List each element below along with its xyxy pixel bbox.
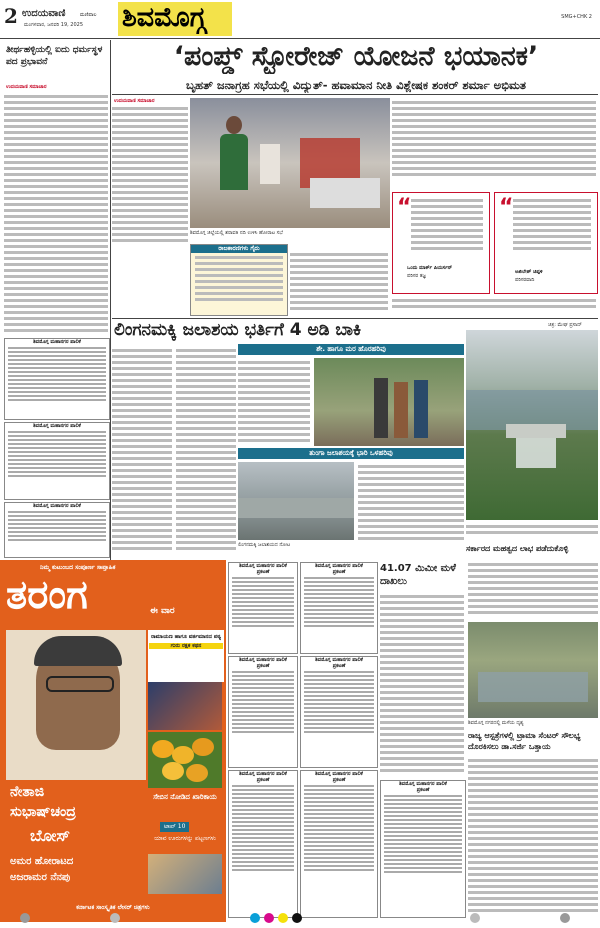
rain-photo-caption: ಶಿವಮೊಗ್ಗ ನಗರದಲ್ಲಿ ಮಳೆಯ ದೃಶ್ಯ (468, 720, 524, 726)
notice-1-label: ಪ್ರಕಟಣೆ (256, 569, 270, 575)
lead-body-col3 (290, 250, 388, 314)
taranga-teaser3: ಯಾವ ಊರುಗಳನ್ನು ಪಟ್ಟಣಗಳು (154, 835, 216, 842)
lead-body-col4 (392, 296, 596, 316)
notice-5 (228, 770, 298, 918)
right-lower-story2-headline: ರಾಜ್ಯ ಆಸ್ಪತ್ರೆಗಳಲ್ಲಿ ಟ್ರಾಮಾ ಸೆಂಟರ್‌ ಸೌಲಭ್ಯ ದೊರಕಿಸಲು ಡಾ.ಸರ್ಜಿ ಒತ್ತಾಯ (468, 731, 581, 751)
notice-3 (228, 656, 298, 768)
second-sub-bar: ಶೇ. ಹಾಗೂ ಮರ ಹೊರಹರಿವು (238, 344, 464, 355)
notice-1 (228, 562, 298, 654)
lead-subhead: ಬೃಹತ್‌ ಜನಾಗ್ರಹ ಸಭೆಯಲ್ಲಿ ವಿದ್ಯುತ್‌- ಹವಾಮಾನ ನೀತಿ ವಿಶ್ಲೇಷಕ ಶಂಕರ್‌ ಶರ್ಮಾ ಅಭಿಮತ (186, 78, 526, 92)
quote-box (190, 244, 288, 316)
left-notice-3-title: ಶಿವಮೊಗ್ಗ ಮಹಾನಗರ ಪಾಲಿಕೆ (33, 503, 81, 509)
registration-mark (110, 913, 120, 923)
cover-name-1: ನೇತಾಜಿ (10, 784, 45, 800)
pullquote-1: “ ಒಂದು ಮಾರ್ಕ್ ಪಿಯರ್ಸನ್ ಪರಿಸರ ತಜ್ಞ (392, 192, 490, 294)
rain-photo (468, 622, 598, 718)
lead-body-col1 (112, 104, 188, 244)
cover-name-2: ಸುಭಾಷ್‌ಚಂದ್ರ (10, 804, 76, 820)
lead-photo-caption: ಶಿವಮೊಗ್ಗ ಜಿಲ್ಲೆಯಲ್ಲಿ ಶರಾವತಿ ನದಿ ಉಳಿಸಿ ಹೋರಾಟ ಸಭೆ (190, 230, 283, 236)
pullquote-2-author: ಅಖಿಲೇಶ್ ಚಿಪ್ಪಳಿ (515, 269, 543, 275)
dam-photo (466, 330, 598, 520)
edition-code: SMG+CHK 2 (561, 14, 592, 20)
left-story-body (4, 92, 108, 332)
second-body-col2 (176, 346, 236, 556)
flood-photo-caption: ಲಿಂಗನಮಕ್ಕಿ ಜಲಾಶಯದ ನೋಟ (238, 542, 291, 548)
notice-7 (380, 780, 466, 918)
pullquote-1-role: ಪರಿಸರ ತಜ್ಞ (407, 273, 426, 279)
notice-2 (300, 562, 378, 654)
rain-body (380, 592, 464, 776)
right-lower-headline: ಸರ್ಕಾರದ ಮಹತ್ವದ ಲಾಭ ಪಡೆದುಕೊಳ್ಳಿ (466, 544, 569, 553)
left-notice-1 (4, 338, 110, 420)
lead-dateline: ಉದಯವಾಣಿ ಸಮಾಚಾರ (114, 98, 155, 104)
people-photo (314, 358, 464, 446)
brand-name: ಉದಯವಾಣಿ (22, 8, 66, 19)
pullquote-1-author: ಒಂದು ಮಾರ್ಕ್ ಪಿಯರ್ಸನ್ (407, 265, 453, 271)
notice-4 (300, 656, 378, 768)
notice-7-label: ಪ್ರಕಟಣೆ (416, 787, 430, 793)
notice-6-label: ಪ್ರಕಟಣೆ (332, 777, 346, 783)
notice-4-label: ಪ್ರಕಟಣೆ (332, 663, 346, 669)
city-title: ಶಿವಮೊಗ್ಗ (122, 2, 206, 33)
registration-mark (560, 913, 570, 923)
pullquote-2-role: ಪರಿಸರವಾದಿ (515, 277, 535, 283)
teaser3-photo (148, 854, 222, 894)
lead-photo (190, 98, 390, 228)
notice-1-title: ಶಿವಮೊಗ್ಗ ಮಹಾನಗರ ಪಾಲಿಕೆ (239, 563, 287, 569)
registration-mark-magenta (264, 913, 274, 923)
notice-3-title: ಶಿವಮೊಗ್ಗ ಮಹಾನಗರ ಪಾಲಿಕೆ (239, 657, 287, 663)
notice-5-label: ಪ್ರಕಟಣೆ (256, 777, 270, 783)
taranga-title: ತರಂಗ (6, 572, 88, 618)
registration-mark-cyan (250, 913, 260, 923)
taranga-teaser1-title: ರಾಮಾಯಣ ಹಾಗೂ ವರ್ತಮಾನದ ಪಠ್ಯ (150, 634, 222, 640)
notice-2-label: ಪ್ರಕಟಣೆ (332, 569, 346, 575)
registration-mark (470, 913, 480, 923)
cover-line-1: ಅಮರ ಹೋರಾಟದ (10, 856, 74, 867)
second-body-col1 (112, 346, 172, 556)
mango-photo (148, 732, 222, 788)
registration-mark-black (292, 913, 302, 923)
right-lower-story2-body (468, 756, 598, 916)
registration-mark (20, 913, 30, 923)
pullquote-2: “ ಅಖಿಲೇಶ್ ಚಿಪ್ಪಳಿ ಪರಿಸರವಾದಿ (494, 192, 598, 294)
second-side-bar: ತುಂಗಾ ಜಲಾಶಯಕ್ಕೆ ಭಾರಿ ಒಳಹರಿವು (238, 448, 464, 459)
left-notice-1-title: ಶಿವಮೊಗ್ಗ ಮಹಾನಗರ ಪಾಲಿಕೆ (33, 339, 81, 345)
flood-photo (238, 462, 354, 540)
issue-date: ಮಂಗಳವಾರ, ಜನವರಿ 19, 2025 (24, 22, 84, 28)
rain-headline: 41.07 ಮಿಮೀ ಮಳೆ ದಾಖಲು (380, 563, 456, 587)
registration-mark-yellow (278, 913, 288, 923)
left-story-dateline: ಉದಯವಾಣಿ ಸಮಾಚಾರ (6, 84, 47, 90)
taranga-teaser3-label: ಟಾಪ್ 10 (160, 822, 189, 832)
second-body-col4 (358, 462, 464, 542)
notice-7-title: ಶಿವಮೊಗ್ಗ ಮಹಾನಗರ ಪಾಲಿಕೆ (399, 781, 447, 787)
second-photo-credit: ಚಿತ್ರ: ಮೇಘ ಪ್ರಸಾದ್ (548, 322, 582, 328)
cover-line-2: ಅಜರಾಮರ ನೆನಪು (10, 872, 71, 883)
left-notice-2-title: ಶಿವಮೊಗ್ಗ ಮಹಾನಗರ ಪಾಲಿಕೆ (33, 423, 81, 429)
taranga-footer: ಕರ್ನಾಟಕ ಸಾಂಸ್ಕೃತಿಕ ಲೇಸರ್ ಚಿತ್ರಗಳು (76, 904, 150, 911)
left-notice-2 (4, 422, 110, 500)
notice-5-title: ಶಿವಮೊಗ್ಗ ಮಹಾನಗರ ಪಾಲಿಕೆ (239, 771, 287, 777)
cover-portrait (6, 630, 146, 780)
teaser1-photo (148, 682, 222, 730)
dam-caption (466, 522, 598, 542)
left-story-headline: ತೀರ್ಥಹಳ್ಳಿಯಲ್ಲಿ ಐದು ಧರ್ಮಸ್ಥಳ ಪದ ಪ್ರಭಾವನೆ (6, 45, 103, 67)
taranga-tagline: ನಿಮ್ಮ ಕುಟುಂಬದ ಸಂಪೂರ್ಣ ಸಾಪ್ತಾಹಿಕ (40, 564, 116, 571)
lead-headline: ‘ಪಂಪ್ಡ್‌ ಸ್ಟೋರೇಜ್‌ ಯೋಜನೆ ಭಯಾನಕ’ (173, 41, 539, 72)
page-number: 2 (4, 4, 18, 28)
taranga-teaser2: ಸೇಬಿನ ನೋಡಿದ ಖಾರಿಕಾಯ (153, 793, 217, 801)
cover-name-3: ಬೋಸ್ (30, 826, 71, 845)
taranga-teaser1-sub: ಗುರು ರಕ್ಷಕ ಕಥನ (149, 643, 223, 649)
second-body-col3 (238, 358, 310, 444)
second-headline: ಲಿಂಗನಮಕ್ಕಿ ಜಲಾಶಯ ಭರ್ತಿಗೆ 4 ಅಡಿ ಬಾಕಿ (114, 320, 361, 340)
notice-4-title: ಶಿವಮೊಗ್ಗ ಮಹಾನಗರ ಪಾಲಿಕೆ (315, 657, 363, 663)
notice-3-label: ಪ್ರಕಟಣೆ (256, 663, 270, 669)
taranga-issue: ಈ ವಾರ (150, 606, 175, 616)
left-notice-3 (4, 502, 110, 558)
brand-sub: ಮಣಿಪಾಲ (80, 12, 97, 18)
notice-6-title: ಶಿವಮೊಗ್ಗ ಮಹಾನಗರ ಪಾಲಿಕೆ (315, 771, 363, 777)
notice-6 (300, 770, 378, 918)
taranga-teaser1[interactable] (148, 630, 224, 682)
lead-body-col2 (392, 98, 596, 178)
notice-2-title: ಶಿವಮೊಗ್ಗ ಮಹಾನಗರ ಪಾಲಿಕೆ (315, 563, 363, 569)
taranga-ad[interactable] (0, 560, 226, 922)
right-lower-body (468, 560, 598, 620)
quote-box-label: ರಾಜಕಾರಣಿಗಳು ಗೈರು (191, 245, 287, 253)
